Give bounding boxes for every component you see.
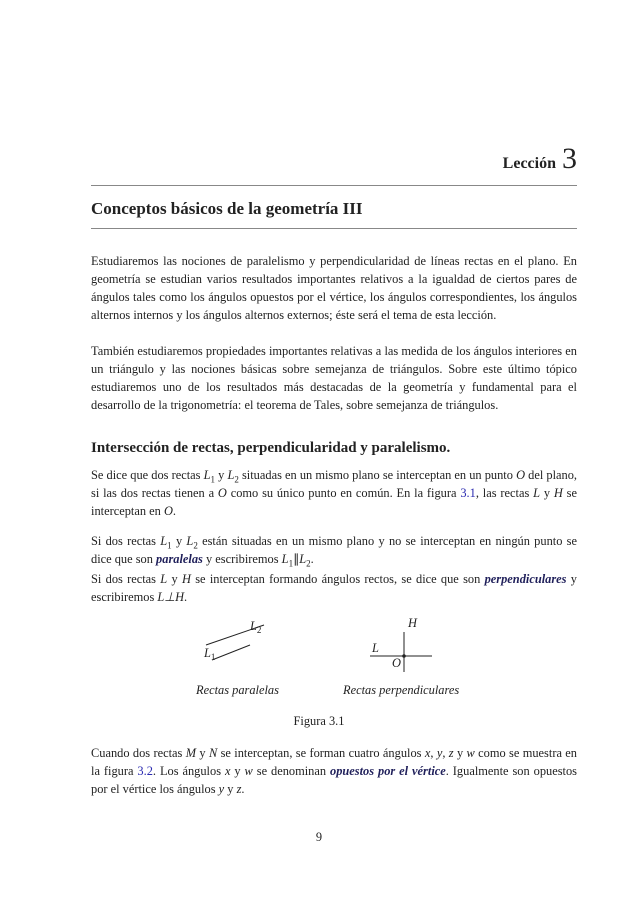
figure-reference-link[interactable]: 3.1 <box>460 486 476 500</box>
figure-reference-link-2[interactable]: 3.2 <box>137 764 153 778</box>
caption-parallel: Rectas paralelas <box>196 683 279 697</box>
page-number: 9 <box>315 830 323 844</box>
label-l: L <box>372 641 379 655</box>
label-h: H <box>408 616 417 630</box>
intro-paragraph-1: Estudiaremos las nociones de paralelismo y perpendicularidad de líneas rectas en el plano. En geometría se estudian varios resultados importantes relativos a la igualdad de ciertos pares de ángulos tales como los ángulos opuestos por el vértice, los ángulos correspondientes, los ángulos alternos internos y los ángulos alternos externos; éste será el tema de esta lección. <box>91 254 577 322</box>
intersection-point-o <box>402 654 406 658</box>
paragraph-opposite-angles: Cuando dos rectas M y N se interceptan, se forman cuatro ángulos x, y, z y w como se muestra en la figura 3.2. Los ángulos x y w se denominan opuestos por el vértice. Igualmente son opuestos por el vértice los ángulos y y z. <box>91 746 578 796</box>
section-title: Intersección de rectas, perpendicularidad y paralelismo. <box>91 440 451 456</box>
intro-paragraph-2: También estudiaremos propiedades importantes relativas a las medida de los ángulos interiores en un triángulo y las nociones básicas sobre semejanza de triángulos. Sobre este último tópico estudiaremos uno de los resultados más destacadas de la geometría y fundamental para el desarrollo de la trigonometría: el teorema de Tales, sobre semejanza de triángulos. <box>91 344 577 412</box>
term-perpendiculares: perpendiculares <box>484 572 567 586</box>
lesson-number: 3 <box>562 142 577 175</box>
label-l2: $L_2$ <box>250 619 262 635</box>
term-paralelas: paralelas <box>156 552 203 566</box>
chapter-title: Conceptos básicos de la geometría III <box>91 199 363 218</box>
paragraph-parallel: Si dos rectas $L_1$ y $L_2$ están situadas en un mismo plano y no se interceptan en ningún punto se dice que son paralelas y escribiremos $L_1\parallel L_2$. <box>91 534 578 569</box>
paragraph-perpendicular: Si dos rectas L y H se interceptan formando ángulos rectos, se dice que son perpendiculares y escribiremos L⊥H. <box>91 572 577 604</box>
parallel-line-l1 <box>212 645 250 660</box>
term-opuestos: opuestos por el vértice <box>330 764 446 778</box>
caption-perpendicular: Rectas perpendiculares <box>343 683 460 697</box>
paragraph-intersection: Se dice que dos rectas $L_1$ y $L_2$ situadas en un mismo plano se interceptan en un punto O del plano, si las dos rectas tienen a O como su único punto en común. En la figura 3.1, las rectas L y H se interceptan en O. <box>91 468 578 518</box>
label-l1: $L_1$ <box>204 646 216 662</box>
lesson-word: Lección <box>502 155 556 172</box>
figure-label: Figura 3.1 <box>293 714 345 728</box>
label-o: O <box>392 656 401 670</box>
